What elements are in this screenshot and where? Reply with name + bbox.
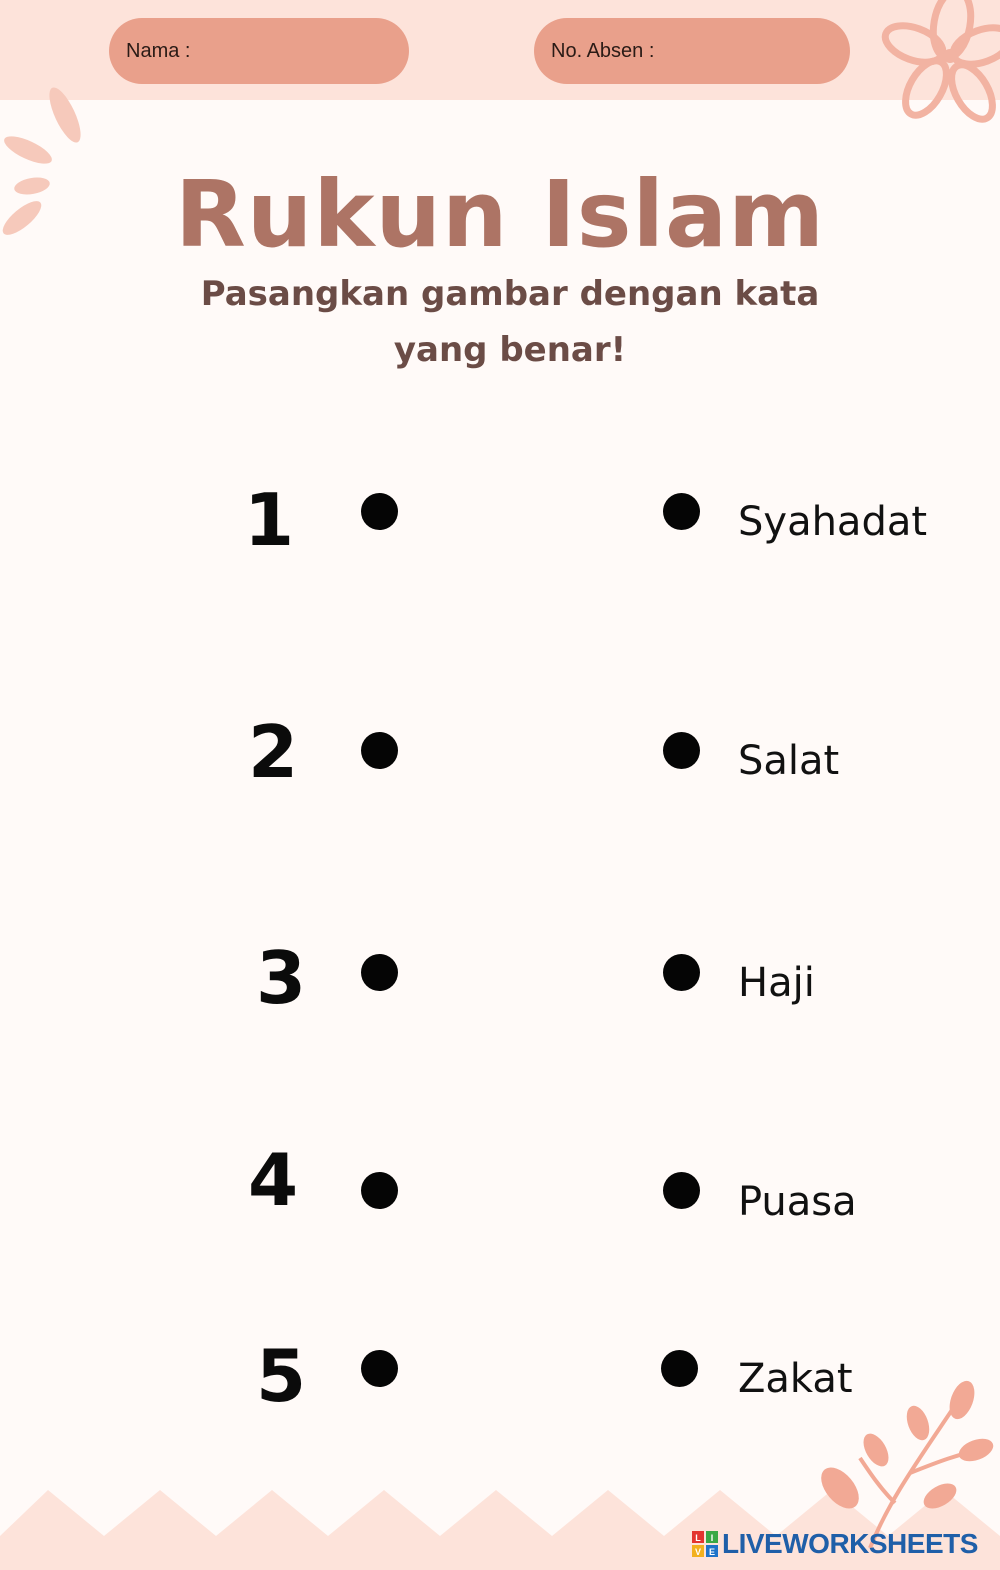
left-dot-4[interactable] (361, 1172, 398, 1209)
logo-letter-l: L (695, 1533, 701, 1543)
flower-icon (870, 0, 1000, 130)
word-5: Zakat (738, 1356, 853, 1402)
absen-label: No. Absen : (551, 39, 655, 62)
right-dot-2[interactable] (663, 732, 700, 769)
brand-text: LIVEWORKSHEETS (722, 1528, 978, 1559)
number-3: 3 (256, 936, 307, 1020)
logo-letter-e: E (708, 1547, 716, 1557)
left-dot-2[interactable] (361, 732, 398, 769)
leaf-branch-icon (800, 1378, 1000, 1548)
instruction-text: Pasangkan gambar dengan kata yang benar! (200, 274, 820, 370)
number-4: 4 (248, 1138, 299, 1222)
absen-field[interactable] (534, 18, 850, 84)
right-dot-4[interactable] (663, 1172, 700, 1209)
word-2: Salat (738, 738, 840, 784)
number-5: 5 (256, 1334, 307, 1418)
liveworksheets-logo-icon (692, 1531, 718, 1557)
left-dot-5[interactable] (361, 1350, 398, 1387)
page-title: Rukun Islam (174, 161, 825, 268)
name-field[interactable] (109, 18, 409, 84)
word-4: Puasa (738, 1179, 857, 1225)
number-1: 1 (244, 478, 295, 562)
right-dot-1[interactable] (663, 493, 700, 530)
right-dot-3[interactable] (663, 954, 700, 991)
left-dot-3[interactable] (361, 954, 398, 991)
liveworksheets-brand[interactable] (692, 1526, 992, 1562)
number-2: 2 (248, 710, 299, 794)
word-3: Haji (738, 960, 815, 1006)
word-1: Syahadat (738, 499, 928, 545)
logo-letter-i: I (710, 1533, 714, 1543)
logo-letter-v: V (694, 1547, 702, 1557)
right-dot-5[interactable] (661, 1350, 698, 1387)
name-label: Nama : (126, 39, 191, 62)
left-dot-1[interactable] (361, 493, 398, 530)
